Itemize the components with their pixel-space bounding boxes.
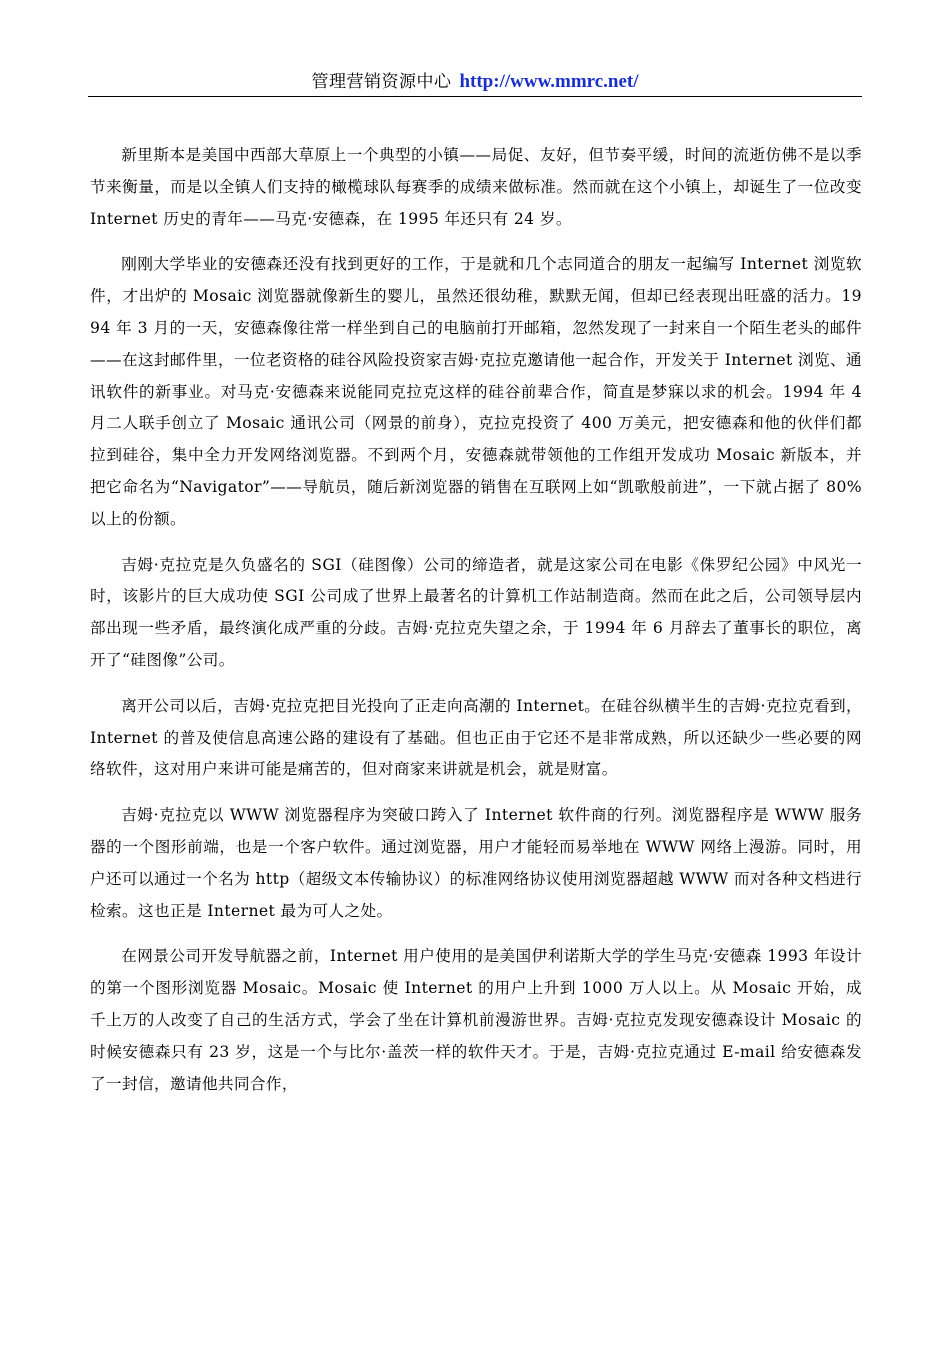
paragraph-6: 在网景公司开发导航器之前，Internet 用户使用的是美国伊利诺斯大学的学生马克·安德森 1993 年设计的第一个图形浏览器 Mosaic。Mosaic 使 Internet 的用户上升到 1000 万人以上。从 Mosaic 开始，成千上万的人改变了自己的生活方式，学会了坐在计算机前漫游世界。吉姆·克拉克发现安德森设计 Mosaic 的时候安德森只有 23 岁，这是一个与比尔·盖茨一样的软件天才。于是，吉姆·克拉克通过 E-mail 给安德森发了一封信，邀请他共同合作， bbox=[90, 947, 862, 1093]
article-body bbox=[90, 140, 862, 1114]
paragraph-1: 新里斯本是美国中西部大草原上一个典型的小镇——局促、友好，但节奏平缓，时间的流逝仿佛不是以季节来衡量，而是以全镇人们支持的橄榄球队每赛季的成绩来做标准。然而就在这个小镇上，却诞生了一位改变 Internet 历史的青年——马克·安德森，在 1995 年还只有 24 岁。 bbox=[90, 146, 862, 228]
paragraph-2: 刚刚大学毕业的安德森还没有找到更好的工作，于是就和几个志同道合的朋友一起编写 Internet 浏览软件，才出炉的 Mosaic 浏览器就像新生的婴儿，虽然还很幼稚，默默无闻，但却已经表现出旺盛的活力。1994 年 3 月的一天，安德森像往常一样坐到自己的电脑前打开邮箱，忽然发现了一封来自一个陌生老头的邮件——在这封邮件里，一位老资格的硅谷风险投资家吉姆·克拉克邀请他一起合作，开发关于 Internet 浏览、通讯软件的新事业。对马克·安德森来说能同克拉克这样的硅谷前辈合作，简直是梦寐以求的机会。1994 年 4 月二人联手创立了 Mosaic 通讯公司（网景的前身），克拉克投资了 400 万美元，把安德森和他的伙伴们都拉到硅谷，集中全力开发网络浏览器。不到两个月，安德森就带领他的工作组开发成功 Mosaic 新版本，并把它命名为“Navigator”——导航员，随后新浏览器的销售在互联网上如“凯歌般前进”，一下就占据了 80%以上的份额。 bbox=[90, 255, 862, 528]
site-name: 管理营销资源中心 bbox=[311, 72, 452, 92]
paragraph-3: 吉姆·克拉克是久负盛名的 SGI（硅图像）公司的缔造者，就是这家公司在电影《侏罗纪公园》中风光一时，该影片的巨大成功使 SGI 公司成了世界上最著名的计算机工作站制造商。然而在此之后，公司领导层内部出现一些矛盾，最终演化成严重的分歧。吉姆·克拉克失望之余，于 1994 年 6 月辞去了董事长的职位，离开了“硅图像”公司。 bbox=[90, 555, 862, 669]
paragraph-4: 离开公司以后，吉姆·克拉克把目光投向了正走向高潮的 Internet。在硅谷纵横半生的吉姆·克拉克看到，Internet 的普及使信息高速公路的建设有了基础。但也正由于它还不是非常成熟，所以还缺少一些必要的网络软件，这对用户来讲可能是痛苦的，但对商家来讲就是机会，就是财富。 bbox=[90, 696, 862, 779]
page-header bbox=[88, 62, 862, 97]
site-url-link[interactable]: http://www.mmrc.net/ bbox=[459, 71, 639, 92]
paragraph-5: 吉姆·克拉克以 WWW 浏览器程序为突破口跨入了 Internet 软件商的行列。浏览器程序是 WWW 服务器的一个图形前端，也是一个客户软件。通过浏览器，用户才能轻而易举地在 WWW 网络上漫游。同时，用户还可以通过一个名为 http（超级文本传输协议）的标准网络协议使用浏览器超越 WWW 而对各种文档进行检索。这也正是 Internet 最为可人之处。 bbox=[90, 806, 862, 920]
